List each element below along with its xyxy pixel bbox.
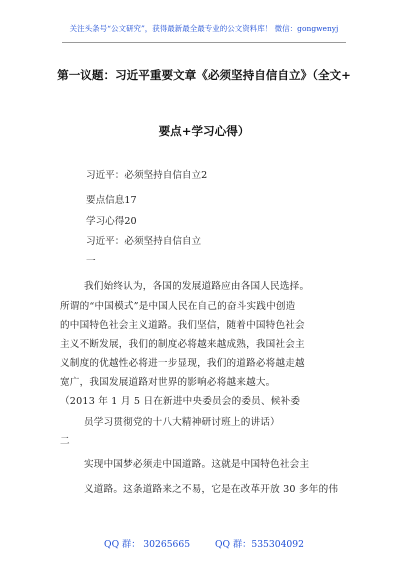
footer-contact: [0, 539, 408, 551]
section-number: 二: [60, 436, 70, 447]
toc-entry: 要点信息17: [86, 195, 137, 206]
section-heading: 习近平：必须坚持自信自立: [86, 236, 202, 247]
body-text-line: 员学习贯彻党的十八大精神研讨班上的讲话）: [84, 417, 280, 428]
body-text-line: 宽广，我国发展道路对世界的影响必将越来越大。: [60, 377, 276, 388]
toc-entry: 习近平：必须坚持自信自立2: [86, 170, 208, 181]
document-title-line-1: 第一议题：习近平重要文章《必须坚持自信自立》（全文+: [57, 68, 351, 82]
body-text-line: 义制度的优越性必将进一步显现，我们的道路必将越走越: [60, 358, 305, 369]
header-divider: [62, 42, 346, 43]
section-number: 一: [86, 256, 96, 267]
toc-entry: 学习心得20: [86, 216, 137, 227]
body-text-line: 义道路。这条道路来之不易，它是在改革开放 30 多年的伟: [84, 484, 339, 495]
document-title-line-2: 要点+学习心得）: [158, 124, 250, 138]
qq-group-2: QQ 群：535304092: [215, 539, 304, 550]
body-text-line: 我们始终认为，各国的发展道路应由各国人民选择。: [84, 281, 310, 292]
body-text-line: 的中国特色社会主义道路。我们坚信，随着中国特色社会: [60, 320, 305, 331]
qq-group-1: QQ 群： 30265665: [104, 539, 191, 550]
body-text-line: 实现中国梦必须走中国道路。这就是中国特色社会主: [84, 459, 310, 470]
body-text-line: （2013 年 1 月 5 日在新进中央委员会的委员、候补委: [60, 396, 301, 407]
header-banner: 关注头条号“公文研究”，获得最新最全最专业的公文资料库！ 微信：gongwenyj: [69, 24, 339, 33]
body-text-line: 所谓的“中国模式”是中国人民在自己的奋斗实践中创造: [60, 301, 296, 312]
body-text-line: 主义不断发展，我们的制度必将越来越成熟，我国社会主: [60, 339, 305, 350]
